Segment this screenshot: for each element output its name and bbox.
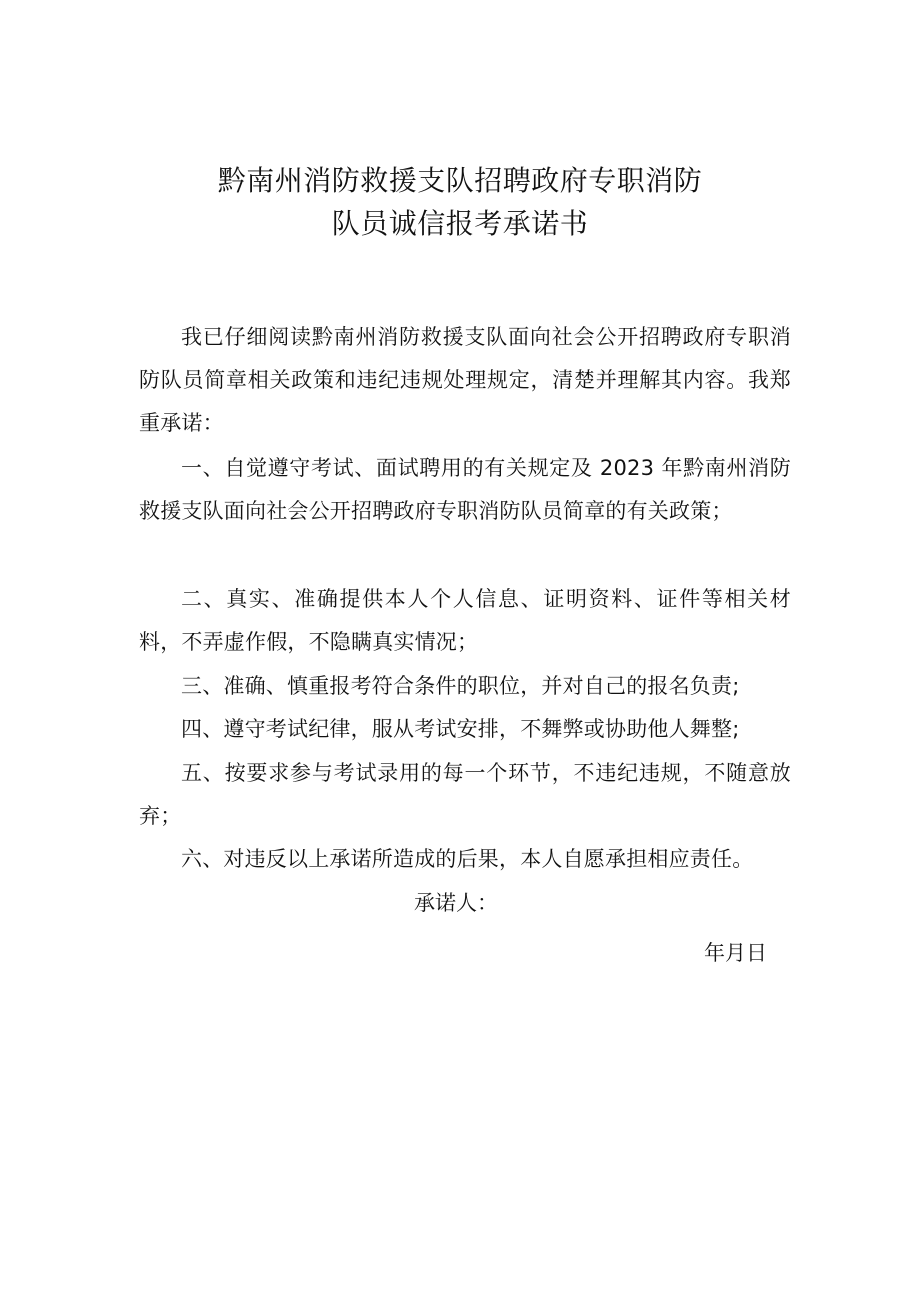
pledge-item-3: 三、准确、慎重报考符合条件的职位，并对自己的报名负责;: [181, 674, 740, 698]
pledge-item-5: 五、按要求参与考试录用的每一个环节，不违纪违规，不随意放弃；: [139, 761, 791, 828]
intro-paragraph: 我已仔细阅读黔南州消防救援支队面向社会公开招聘政府专职消防队员简章相关政策和违纪违规处理规定，清楚并理解其内容。我郑重承诺：: [139, 325, 791, 435]
pledge-item-2: 二、真实、准确提供本人个人信息、证明资料、证件等相关材料，不弄虚作假，不隐瞒真实情况；: [139, 587, 791, 654]
document-title-line-2: 队员诚信报考承诺书: [331, 207, 589, 240]
document-title-line-1: 黔南州消防救援支队招聘政府专职消防: [217, 164, 703, 197]
date-label: 年月日: [704, 941, 767, 965]
pledge-item-6: 六、对违反以上承诺所造成的后果，本人自愿承担相应责任。: [181, 847, 754, 871]
pledge-item-4: 四、遵守考试纪律，服从考试安排，不舞弊或协助他人舞整;: [181, 717, 740, 741]
pledge-item-1: 一、自觉遵守考试、面试聘用的有关规定及 2023 年黔南州消防救援支队面向社会公开招聘政府专职消防队员简章的有关政策；: [139, 456, 791, 523]
pledger-signature-label: 承诺人：: [414, 891, 498, 915]
